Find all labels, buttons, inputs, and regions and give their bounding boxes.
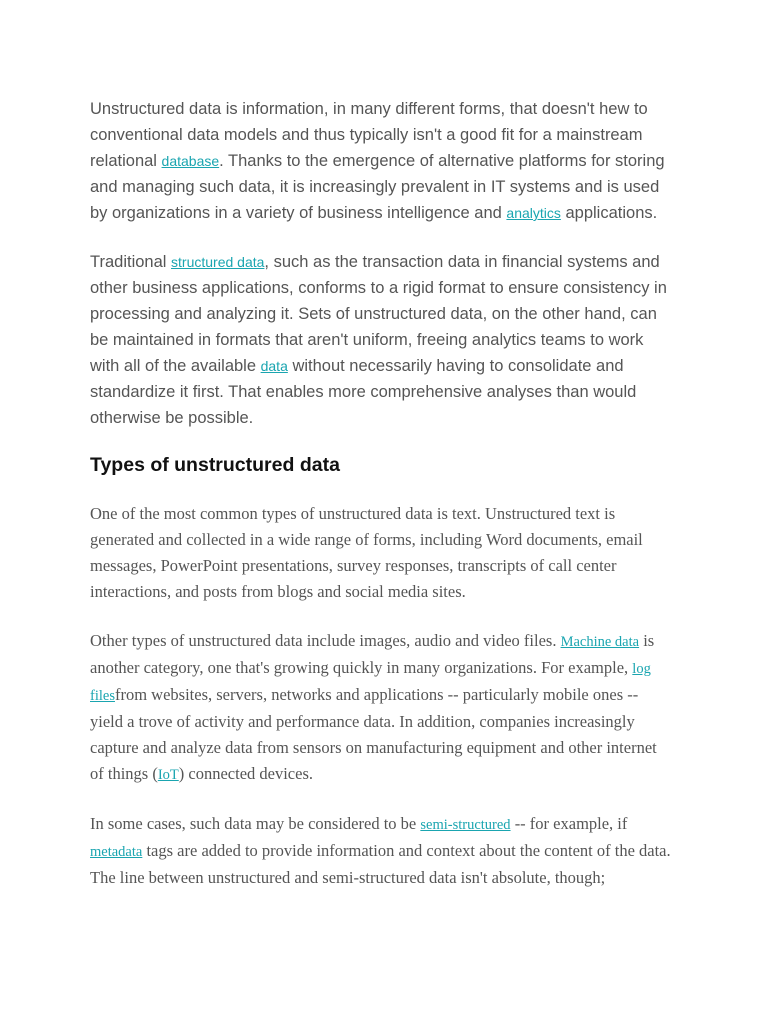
data-link[interactable]: data: [260, 358, 288, 374]
database-link[interactable]: database: [161, 153, 220, 169]
other-types-paragraph: [90, 628, 674, 788]
other-types-text-4: ) connected devices.: [178, 764, 314, 783]
log-files-link[interactable]: log files: [90, 661, 651, 704]
metadata-link[interactable]: metadata: [90, 844, 143, 860]
structured-comparison-paragraph: [90, 249, 674, 431]
semi-structured-paragraph: [90, 811, 674, 891]
semi-text-1: In some cases, such data may be considered to be: [90, 814, 421, 833]
other-types-text-1: Other types of unstructured data include images, audio and video files.: [90, 631, 561, 650]
section-heading: Types of unstructured data: [90, 454, 340, 476]
structured-data-link[interactable]: structured data: [171, 254, 265, 270]
intro-text-2: . Thanks to the emergence of alternative platforms for storing and managing such data, it is increasingly prevalent in IT systems and is used by organizations in a variety of business intelligence and: [90, 152, 665, 222]
iot-link[interactable]: IoT: [157, 767, 179, 783]
other-types-text-2: is another category, one that's growing quickly in many organizations. For example,: [90, 631, 655, 677]
intro-text-1: Unstructured data is information, in many different forms, that doesn't hew to conventional data models and thus typically isn't a good fit for a mainstream relational: [90, 100, 648, 170]
comparison-text-3: without necessarily having to consolidate and standardize it first. That enables more comprehensive analyses than would otherwise be possible.: [90, 357, 637, 427]
text-types-paragraph: One of the most common types of unstructured data is text. Unstructured text is generated and collected in a wide range of forms, including Word documents, email messages, PowerPoint presentations, survey responses, transcripts of call center interactions, and posts from blogs and social media sites.: [90, 504, 643, 601]
comparison-text-2: , such as the transaction data in financial systems and other business applications, conforms to a rigid format to ensure consistency in processing and analyzing it. Sets of unstructured data, on the other hand, can be maintained in formats that aren't uniform, freeing analytics teams to work with all of the available: [90, 253, 667, 375]
analytics-link[interactable]: analytics: [506, 205, 561, 221]
semi-structured-link[interactable]: semi-structured: [420, 817, 511, 833]
comparison-text-1: Traditional: [90, 253, 172, 271]
semi-text-3: tags are added to provide information and context about the content of the data. The line between unstructured and semi-structured data isn't absolute, though;: [90, 841, 671, 887]
intro-paragraph: [90, 96, 674, 226]
intro-text-3: applications.: [560, 204, 658, 222]
semi-text-2: -- for example, if: [510, 814, 628, 833]
other-types-text-3: from websites, servers, networks and applications -- particularly mobile ones -- yield a trove of activity and performance data. In addition, companies increasingly capture and analyze data from sensors on manufacturing equipment and other internet of things (: [90, 685, 657, 783]
machine-data-link[interactable]: Machine data: [560, 634, 640, 650]
